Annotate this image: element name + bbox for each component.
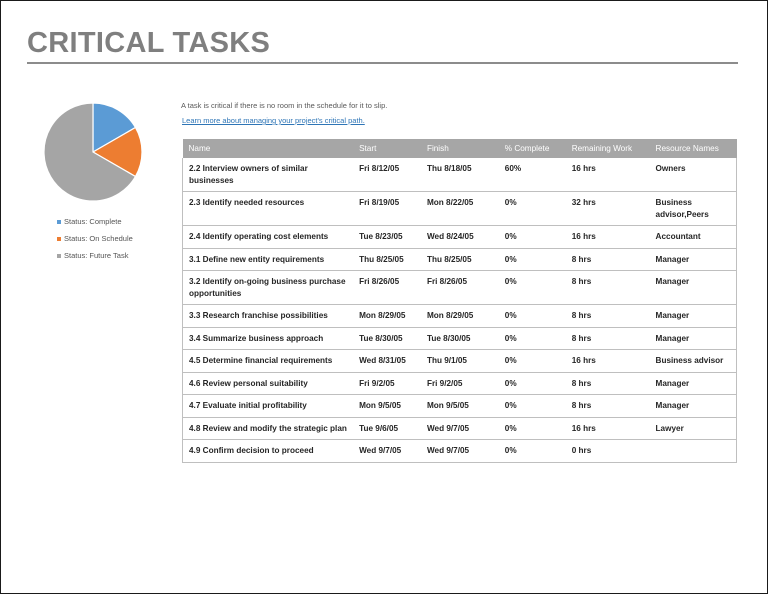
table-row: [183, 417, 737, 440]
status-pie-chart: [43, 102, 143, 202]
finish-date-cell: Thu 9/1/05: [421, 350, 499, 373]
finish-date-cell: Wed 8/24/05: [421, 226, 499, 249]
start-date-cell: Wed 9/7/05: [353, 440, 421, 463]
start-date-cell: Thu 8/25/05: [353, 248, 421, 271]
remaining-work-cell: 8 hrs: [566, 372, 650, 395]
task-name-cell: 3.3 Research franchise possibilities: [183, 305, 354, 328]
table-row: [183, 158, 737, 192]
resource-names-cell: Manager: [650, 248, 737, 271]
column-header-finish: Finish: [421, 139, 499, 158]
percent-complete-cell: 0%: [499, 395, 566, 418]
start-date-cell: Mon 9/5/05: [353, 395, 421, 418]
remaining-work-cell: 16 hrs: [566, 417, 650, 440]
percent-complete-cell: 0%: [499, 350, 566, 373]
remaining-work-cell: 16 hrs: [566, 226, 650, 249]
task-name-cell: 4.5 Determine financial requirements: [183, 350, 354, 373]
remaining-work-cell: 8 hrs: [566, 248, 650, 271]
critical-tasks-table: [182, 139, 737, 463]
start-date-cell: Tue 8/23/05: [353, 226, 421, 249]
column-header-remaining-work: Remaining Work: [566, 139, 650, 158]
start-date-cell: Tue 8/30/05: [353, 327, 421, 350]
start-date-cell: Fri 9/2/05: [353, 372, 421, 395]
table-row: [183, 271, 737, 305]
remaining-work-cell: 8 hrs: [566, 271, 650, 305]
percent-complete-cell: 0%: [499, 226, 566, 249]
resource-names-cell: Manager: [650, 327, 737, 350]
title-divider: [27, 62, 738, 64]
task-name-cell: 3.2 Identify on-going business purchase opportunities: [183, 271, 354, 305]
percent-complete-cell: 0%: [499, 372, 566, 395]
task-name-cell: 3.1 Define new entity requirements: [183, 248, 354, 271]
remaining-work-cell: 32 hrs: [566, 192, 650, 226]
task-name-cell: 2.4 Identify operating cost elements: [183, 226, 354, 249]
percent-complete-cell: 0%: [499, 305, 566, 328]
table-row: [183, 350, 737, 373]
resource-names-cell: Lawyer: [650, 417, 737, 440]
finish-date-cell: Tue 8/30/05: [421, 327, 499, 350]
percent-complete-cell: 0%: [499, 271, 566, 305]
remaining-work-cell: 16 hrs: [566, 350, 650, 373]
task-name-cell: 4.6 Review personal suitability: [183, 372, 354, 395]
legend-item: [57, 230, 133, 247]
percent-complete-cell: 0%: [499, 192, 566, 226]
remaining-work-cell: 8 hrs: [566, 395, 650, 418]
task-name-cell: 2.2 Interview owners of similar businesses: [183, 158, 354, 192]
start-date-cell: Fri 8/12/05: [353, 158, 421, 192]
task-name-cell: 4.9 Confirm decision to proceed: [183, 440, 354, 463]
legend-label: Status: Complete: [64, 217, 122, 226]
learn-more-link[interactable]: Learn more about managing your project's critical path.: [182, 116, 365, 125]
percent-complete-cell: 0%: [499, 327, 566, 350]
remaining-work-cell: 0 hrs: [566, 440, 650, 463]
table-row: [183, 226, 737, 249]
resource-names-cell: Owners: [650, 158, 737, 192]
legend-item: [57, 213, 133, 230]
start-date-cell: Fri 8/19/05: [353, 192, 421, 226]
finish-date-cell: Wed 9/7/05: [421, 440, 499, 463]
page-title: CRITICAL TASKS: [27, 27, 271, 59]
percent-complete-cell: 60%: [499, 158, 566, 192]
legend-label: Status: On Schedule: [64, 234, 133, 243]
task-name-cell: 3.4 Summarize business approach: [183, 327, 354, 350]
table-row: [183, 372, 737, 395]
finish-date-cell: Mon 9/5/05: [421, 395, 499, 418]
finish-date-cell: Mon 8/29/05: [421, 305, 499, 328]
finish-date-cell: Mon 8/22/05: [421, 192, 499, 226]
finish-date-cell: Fri 9/2/05: [421, 372, 499, 395]
legend-swatch: [57, 237, 61, 241]
table-header-row: [183, 139, 737, 158]
resource-names-cell: Business advisor: [650, 350, 737, 373]
finish-date-cell: Fri 8/26/05: [421, 271, 499, 305]
resource-names-cell: Manager: [650, 372, 737, 395]
resource-names-cell: [650, 440, 737, 463]
percent-complete-cell: 0%: [499, 248, 566, 271]
resource-names-cell: Business advisor,Peers: [650, 192, 737, 226]
table-row: [183, 440, 737, 463]
remaining-work-cell: 16 hrs: [566, 158, 650, 192]
table-row: [183, 192, 737, 226]
finish-date-cell: Thu 8/18/05: [421, 158, 499, 192]
resource-names-cell: Manager: [650, 305, 737, 328]
resource-names-cell: Accountant: [650, 226, 737, 249]
critical-task-note: A task is critical if there is no room in the schedule for it to slip.: [181, 101, 388, 110]
task-name-cell: 4.8 Review and modify the strategic plan: [183, 417, 354, 440]
start-date-cell: Tue 9/6/05: [353, 417, 421, 440]
percent-complete-cell: 0%: [499, 417, 566, 440]
column-header-name: Name: [183, 139, 354, 158]
column-header-start: Start: [353, 139, 421, 158]
resource-names-cell: Manager: [650, 395, 737, 418]
table-row: [183, 248, 737, 271]
table-row: [183, 327, 737, 350]
task-name-cell: 2.3 Identify needed resources: [183, 192, 354, 226]
column-header-percent-complete: % Complete: [499, 139, 566, 158]
remaining-work-cell: 8 hrs: [566, 305, 650, 328]
column-header-resource-names: Resource Names: [650, 139, 737, 158]
legend-swatch: [57, 254, 61, 258]
table-row: [183, 395, 737, 418]
start-date-cell: Fri 8/26/05: [353, 271, 421, 305]
start-date-cell: Wed 8/31/05: [353, 350, 421, 373]
remaining-work-cell: 8 hrs: [566, 327, 650, 350]
finish-date-cell: Wed 9/7/05: [421, 417, 499, 440]
finish-date-cell: Thu 8/25/05: [421, 248, 499, 271]
legend-label: Status: Future Task: [64, 251, 129, 260]
percent-complete-cell: 0%: [499, 440, 566, 463]
pie-legend: [57, 213, 133, 264]
resource-names-cell: Manager: [650, 271, 737, 305]
legend-item: [57, 247, 133, 264]
task-name-cell: 4.7 Evaluate initial profitability: [183, 395, 354, 418]
start-date-cell: Mon 8/29/05: [353, 305, 421, 328]
table-row: [183, 305, 737, 328]
legend-swatch: [57, 220, 61, 224]
